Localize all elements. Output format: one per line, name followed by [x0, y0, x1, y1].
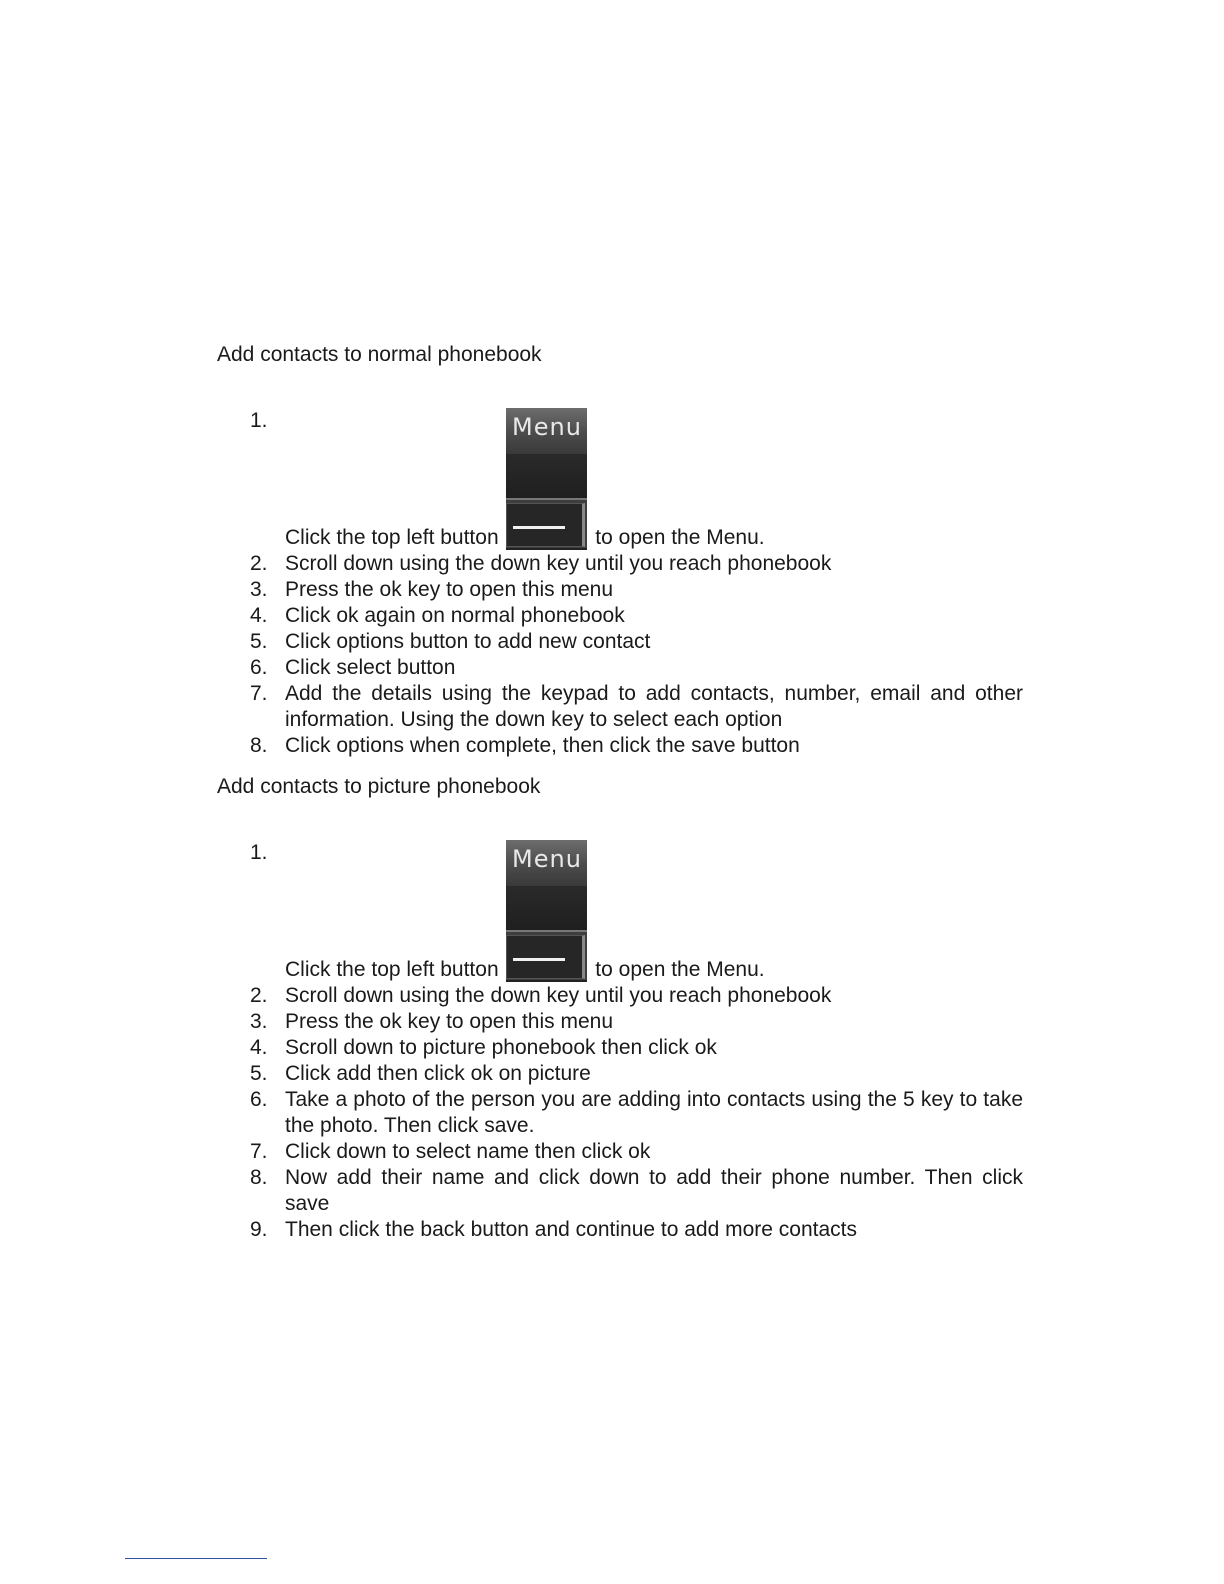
- step-text: Now add their name and click down to add their phone number. Then click save: [285, 1166, 1023, 1215]
- menu-soft-key-image: [506, 408, 587, 550]
- step-number: 8.: [250, 1166, 268, 1189]
- step-text: Click down to select name then click ok: [285, 1140, 651, 1163]
- step-item: [217, 1061, 1023, 1087]
- step-text: Click the top left button: [285, 526, 505, 549]
- step-text: to open the Menu.: [589, 958, 765, 981]
- step-item: [217, 629, 1023, 655]
- step-number: 3.: [250, 578, 268, 601]
- step-number: 2.: [250, 552, 268, 575]
- step-text: Press the ok key to open this menu: [285, 578, 614, 601]
- step-item: [217, 408, 1023, 551]
- step-text: Click ok again on normal phonebook: [285, 604, 625, 627]
- step-text: Press the ok key to open this menu: [285, 1010, 614, 1033]
- step-item: [217, 1139, 1023, 1165]
- step-number: 4.: [250, 1036, 268, 1059]
- step-text: Click options button to add new contact: [285, 630, 651, 653]
- step-item: [217, 1035, 1023, 1061]
- section-picture-phonebook: [217, 774, 1023, 1243]
- step-number: 7.: [250, 682, 268, 705]
- step-number: 5.: [250, 1062, 268, 1085]
- step-item: [217, 840, 1023, 983]
- step-number: 4.: [250, 604, 268, 627]
- step-number: 8.: [250, 734, 268, 757]
- step-text: Click select button: [285, 656, 456, 679]
- step-text: Add the details using the keypad to add contacts, number, email and other information. Using the down key to select each option: [285, 682, 1023, 731]
- step-text: Click add then click ok on picture: [285, 1062, 591, 1085]
- step-item: [217, 733, 1023, 759]
- menu-key-label: Menu: [512, 413, 582, 441]
- step-text: Click options when complete, then click the save button: [285, 734, 800, 757]
- step-number: 6.: [250, 1088, 268, 1111]
- menu-soft-key-image: [506, 840, 587, 982]
- steps-list: [217, 840, 1023, 1243]
- section-heading: Add contacts to normal phonebook: [217, 343, 542, 366]
- step-number: 7.: [250, 1140, 268, 1163]
- step-item: [217, 1217, 1023, 1243]
- step-number: 6.: [250, 656, 268, 679]
- step-text: Scroll down to picture phonebook then click ok: [285, 1036, 717, 1059]
- step-item: [217, 577, 1023, 603]
- step-text: Scroll down using the down key until you reach phonebook: [285, 984, 832, 1007]
- step-item: [217, 983, 1023, 1009]
- step-number: 3.: [250, 1010, 268, 1033]
- step-text: Click the top left button: [285, 958, 505, 981]
- step-number: 9.: [250, 1218, 268, 1241]
- step-item: [217, 1087, 1023, 1139]
- steps-list: [217, 408, 1023, 759]
- step-item: [217, 1165, 1023, 1217]
- soft-key-dash-icon: [513, 958, 565, 961]
- step-item: [217, 655, 1023, 681]
- section-heading: Add contacts to picture phonebook: [217, 775, 541, 798]
- menu-key-label: Menu: [512, 845, 582, 873]
- step-number: 1.: [250, 409, 268, 432]
- soft-key-dash-icon: [513, 526, 565, 529]
- step-text: Scroll down using the down key until you reach phonebook: [285, 552, 832, 575]
- step-text: to open the Menu.: [589, 526, 765, 549]
- step-number: 5.: [250, 630, 268, 653]
- step-text: Take a photo of the person you are adding into contacts using the 5 key to take the photo. Then click save.: [285, 1088, 1023, 1137]
- step-number: 2.: [250, 984, 268, 1007]
- step-item: [217, 551, 1023, 577]
- step-number: 1.: [250, 841, 268, 864]
- step-text: Then click the back button and continue to add more contacts: [285, 1218, 858, 1241]
- step-item: [217, 681, 1023, 733]
- footnote-separator: [125, 1558, 267, 1559]
- step-item: [217, 1009, 1023, 1035]
- section-normal-phonebook: [217, 342, 1023, 759]
- step-item: [217, 603, 1023, 629]
